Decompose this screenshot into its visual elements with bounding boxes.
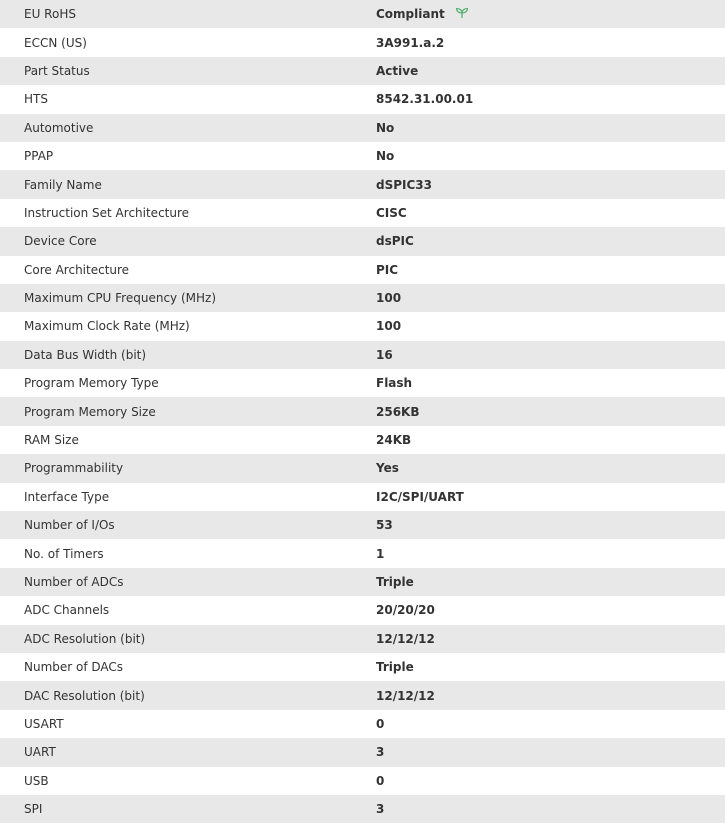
spec-label: Programmability [0,454,376,482]
spec-value: 12/12/12 [376,681,725,709]
spec-label: No. of Timers [0,539,376,567]
table-row [0,653,725,681]
spec-value: 3A991.a.2 [376,28,725,56]
spec-value: 256KB [376,397,725,425]
table-row [0,511,725,539]
leaf-icon [455,7,469,19]
spec-label: Maximum CPU Frequency (MHz) [0,284,376,312]
spec-label: Instruction Set Architecture [0,199,376,227]
spec-label: Data Bus Width (bit) [0,341,376,369]
spec-value: Triple [376,568,725,596]
spec-label: UART [0,738,376,766]
table-row [0,767,725,795]
spec-label: Program Memory Size [0,397,376,425]
spec-value: 3 [376,738,725,766]
spec-value: Active [376,57,725,85]
table-row [0,681,725,709]
spec-label: HTS [0,85,376,113]
table-row [0,795,725,823]
spec-label: Number of ADCs [0,568,376,596]
spec-label: RAM Size [0,426,376,454]
spec-label: EU RoHS [0,0,376,28]
spec-value: Triple [376,653,725,681]
spec-value: 0 [376,710,725,738]
spec-value: 100 [376,284,725,312]
spec-label: USART [0,710,376,738]
spec-value: 0 [376,767,725,795]
table-row [0,256,725,284]
spec-value-cell [376,0,725,28]
table-row [0,312,725,340]
spec-label: SPI [0,795,376,823]
spec-value: Yes [376,454,725,482]
spec-value: 20/20/20 [376,596,725,624]
spec-label: ADC Resolution (bit) [0,625,376,653]
table-row [0,483,725,511]
spec-label: Maximum Clock Rate (MHz) [0,312,376,340]
table-row [0,170,725,198]
spec-label: Program Memory Type [0,369,376,397]
table-row [0,28,725,56]
table-row [0,369,725,397]
spec-value: Flash [376,369,725,397]
table-row [0,454,725,482]
table-row [0,199,725,227]
spec-value: CISC [376,199,725,227]
spec-value: 3 [376,795,725,823]
spec-label: DAC Resolution (bit) [0,681,376,709]
spec-value: I2C/SPI/UART [376,483,725,511]
table-row [0,397,725,425]
spec-value: 53 [376,511,725,539]
spec-label: Core Architecture [0,256,376,284]
table-row [0,539,725,567]
table-row [0,142,725,170]
table-row [0,284,725,312]
table-row [0,426,725,454]
spec-value: dSPIC33 [376,170,725,198]
spec-value: 16 [376,341,725,369]
table-row [0,625,725,653]
spec-value: 12/12/12 [376,625,725,653]
spec-label: Number of I/Os [0,511,376,539]
spec-label: USB [0,767,376,795]
spec-value: Compliant [376,7,445,22]
table-row [0,0,725,28]
spec-label: Number of DACs [0,653,376,681]
spec-value: No [376,114,725,142]
spec-value: dsPIC [376,227,725,255]
table-row [0,85,725,113]
spec-label: Device Core [0,227,376,255]
table-row [0,596,725,624]
spec-value: 8542.31.00.01 [376,85,725,113]
spec-value: 100 [376,312,725,340]
table-row [0,738,725,766]
spec-label: Part Status [0,57,376,85]
spec-value: PIC [376,256,725,284]
spec-label: Interface Type [0,483,376,511]
table-row [0,710,725,738]
spec-label: ECCN (US) [0,28,376,56]
table-row [0,568,725,596]
spec-label: Family Name [0,170,376,198]
spec-value: No [376,142,725,170]
spec-value: 24KB [376,426,725,454]
table-row [0,114,725,142]
spec-label: Automotive [0,114,376,142]
spec-label: PPAP [0,142,376,170]
table-row [0,341,725,369]
table-row [0,227,725,255]
spec-value: 1 [376,539,725,567]
spec-label: ADC Channels [0,596,376,624]
table-row [0,57,725,85]
